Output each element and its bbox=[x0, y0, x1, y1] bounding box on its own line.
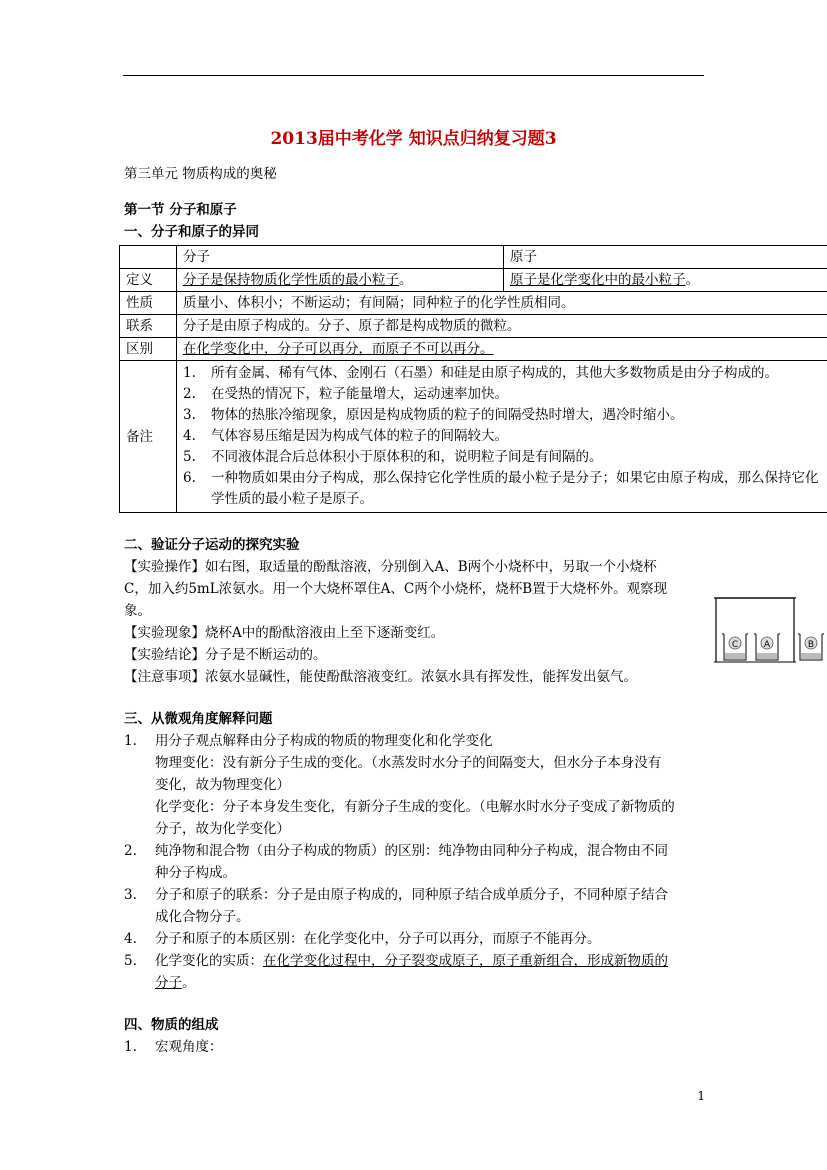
molecule-atom-table bbox=[119, 245, 827, 513]
row-label: 定义 bbox=[120, 269, 177, 292]
def-atom: 原子是化学变化中的最小粒子。 bbox=[504, 269, 827, 292]
table-row bbox=[120, 269, 827, 292]
link-cell: 分子是由原子构成的。分子、原子都是构成物质的微粒。 bbox=[177, 315, 827, 338]
micro-item-1-number: 1. bbox=[124, 733, 137, 749]
unit-heading: 第三单元 物质构成的奥秘 bbox=[124, 166, 277, 182]
micro-item-3b: 成化合物分子。 bbox=[155, 909, 250, 925]
micro-physical-1: 物理变化：没有新分子生成的变化。（水蒸发时水分子的间隔变大，但水分子本身没有 bbox=[155, 755, 662, 771]
exp-operation-1: 【实验操作】如右图，取适量的酚酞溶液，分别倒入A、B两个小烧杯中，另取一个小烧杯 bbox=[124, 559, 657, 575]
list-item: 3. 物体的热胀冷缩现象，原因是构成物质的粒子的间隔受热时增大，遇冷时缩小。 bbox=[183, 407, 684, 423]
list-item: 6. 一种物质如果由分子构成，那么保持它化学性质的最小粒子是分子；如果它由原子构成，那么保持它化学性质的最小粒子是原子。 bbox=[183, 470, 819, 507]
list-item: 1. 所有金属、稀有气体、金刚石（石墨）和硅是由原子构成的，其他大多数物质是由分子构成的。 bbox=[183, 365, 778, 381]
exp-attention: 【注意事项】浓氨水显碱性，能使酚酞溶液变红。浓氨水具有挥发性，能挥发出氨气。 bbox=[124, 669, 637, 685]
beaker-b-label: B bbox=[807, 640, 815, 650]
beaker-diagram bbox=[712, 590, 824, 670]
exp-operation-2: C，加入约5mL浓氨水。用一个大烧杯罩住A、C两个小烧杯，烧杯B置于大烧杯外。观察现 bbox=[124, 581, 668, 597]
page-number: 1 bbox=[697, 1089, 705, 1103]
micro-item-5a: 化学变化的实质：在化学变化过程中，分子裂变成原子，原子重新组合，形成新物质的 bbox=[155, 953, 668, 969]
micro-item-4: 分子和原子的本质区别：在化学变化中，分子可以再分，而原子不能再分。 bbox=[155, 931, 601, 947]
micro-item-3a: 分子和原子的联系：分子是由原子构成的，同种原子结合成单质分子，不同种原子结合 bbox=[155, 887, 668, 903]
notes-cell bbox=[177, 361, 827, 513]
page-title: 2013届中考化学 知识点归纳复习题3 bbox=[270, 129, 557, 149]
heading-composition: 四、物质的组成 bbox=[124, 1017, 219, 1033]
prop-cell: 质量小、体积小；不断运动；有间隔；同种粒子的化学性质相同。 bbox=[177, 292, 827, 315]
table-row bbox=[120, 361, 827, 513]
table-row bbox=[120, 292, 827, 315]
col-header-atom: 原子 bbox=[504, 246, 827, 269]
micro-item-5b: 分子。 bbox=[155, 975, 196, 991]
micro-chemical-2: 分子，故为化学变化） bbox=[155, 821, 290, 837]
beaker-diagram-svg bbox=[712, 590, 824, 666]
exp-operation-3: 象。 bbox=[124, 603, 151, 619]
notes-list bbox=[183, 363, 824, 510]
micro-item-2a: 纯净物和混合物（由分子构成的物质）的区别：纯净物由同种分子构成，混合物由不同 bbox=[155, 843, 668, 859]
comp-item-1-number: 1. bbox=[124, 1039, 137, 1055]
list-item: 4. 气体容易压缩是因为构成气体的粒子的间隔较大。 bbox=[183, 428, 508, 444]
def-molecule: 分子是保持物质化学性质的最小粒子。 bbox=[177, 269, 504, 292]
table-row bbox=[120, 315, 827, 338]
micro-item-2b: 种分子构成。 bbox=[155, 865, 236, 881]
micro-physical-2: 变化，故为物理变化） bbox=[155, 777, 290, 793]
micro-item-5-number: 5. bbox=[124, 953, 137, 969]
list-item: 2. 在受热的情况下，粒子能量增大，运动速率加快。 bbox=[183, 386, 508, 402]
micro-item-2-number: 2. bbox=[124, 843, 137, 859]
table-row bbox=[120, 338, 827, 361]
micro-item-4-number: 4. bbox=[124, 931, 137, 947]
micro-item-1: 用分子观点解释由分子构成的物质的物理变化和化学变化 bbox=[155, 733, 493, 749]
row-label: 备注 bbox=[120, 361, 177, 513]
exp-conclusion: 【实验结论】分子是不断运动的。 bbox=[124, 647, 327, 663]
diff-cell: 在化学变化中，分子可以再分，而原子不可以再分。 bbox=[177, 338, 827, 361]
row-label: 性质 bbox=[120, 292, 177, 315]
table-header-row bbox=[120, 246, 827, 269]
micro-chemical-1: 化学变化：分子本身发生变化，有新分子生成的变化。（电解水时水分子变成了新物质的 bbox=[155, 799, 675, 815]
heading-experiment: 二、验证分子运动的探究实验 bbox=[124, 537, 300, 553]
exp-phenomenon: 【实验现象】烧杯A中的酚酞溶液由上至下逐渐变红。 bbox=[124, 625, 445, 641]
table-corner bbox=[120, 246, 177, 269]
header-rule bbox=[123, 75, 704, 76]
beaker-a-label: A bbox=[763, 640, 771, 650]
heading-compare: 一、分子和原子的异同 bbox=[124, 224, 259, 240]
heading-micro: 三、从微观角度解释问题 bbox=[124, 711, 273, 727]
row-label: 区别 bbox=[120, 338, 177, 361]
col-header-molecule: 分子 bbox=[177, 246, 504, 269]
list-item: 5. 不同液体混合后总体积小于原体积的和，说明粒子间是有间隔的。 bbox=[183, 449, 603, 465]
beaker-c-label: C bbox=[731, 640, 739, 650]
section-heading: 第一节 分子和原子 bbox=[124, 202, 237, 218]
row-label: 联系 bbox=[120, 315, 177, 338]
micro-item-3-number: 3. bbox=[124, 887, 137, 903]
comp-item-1: 宏观角度： bbox=[155, 1039, 223, 1055]
